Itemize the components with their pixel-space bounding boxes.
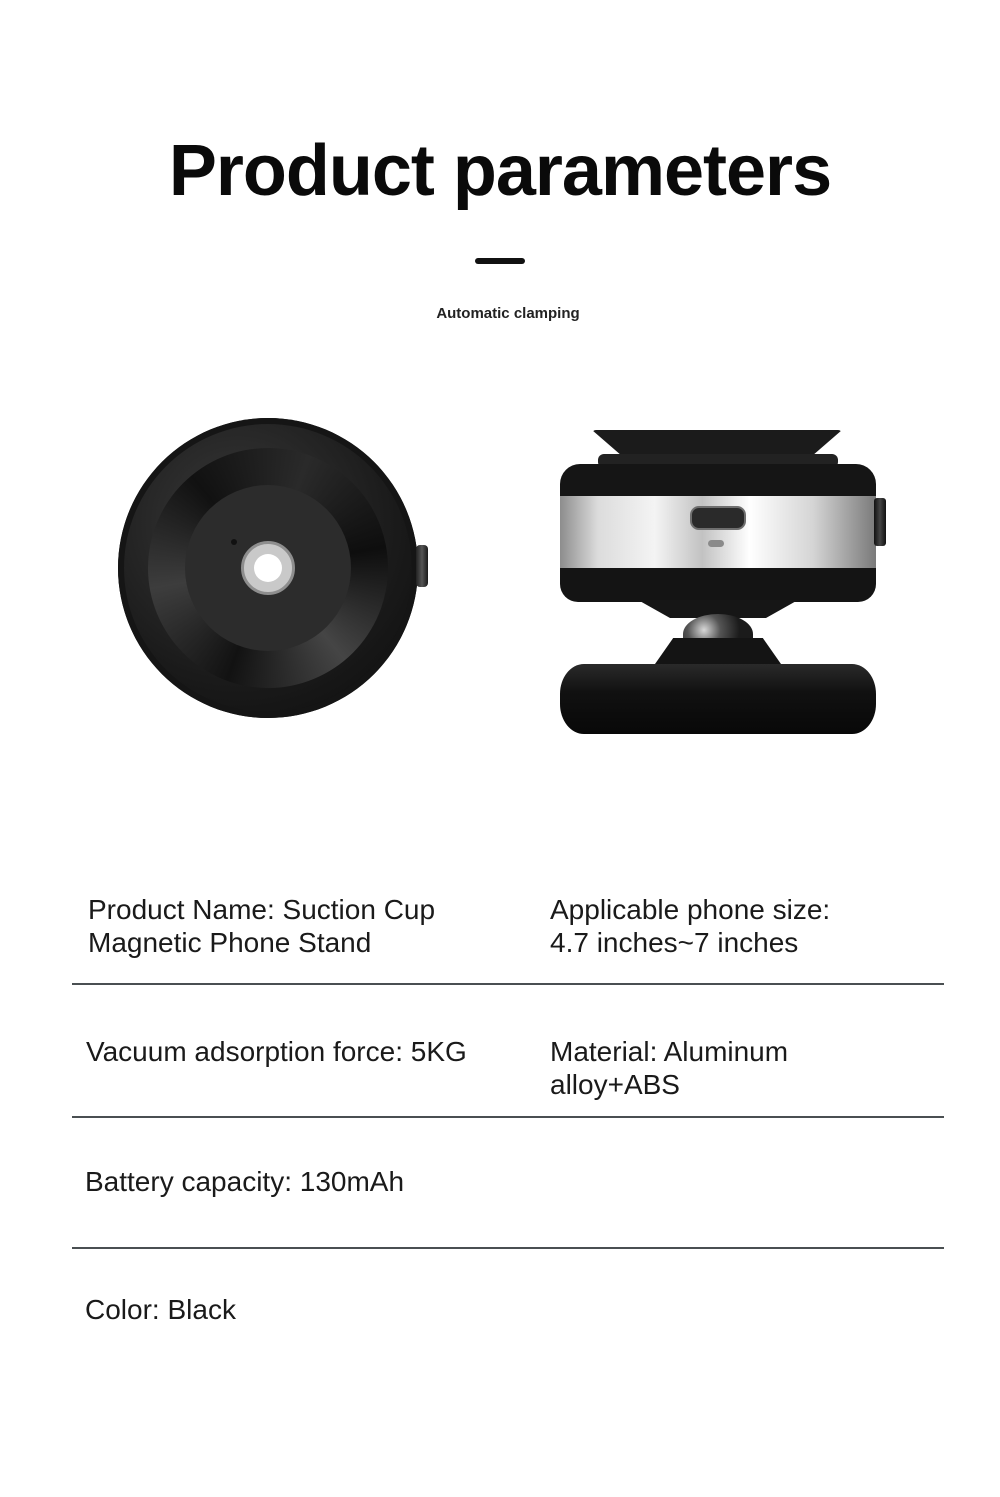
spec-phone-size-line1: Applicable phone size: [550,894,831,925]
spec-material [550,1035,788,1101]
led-indicator [708,540,724,547]
indicator-dot [231,539,237,545]
title-underline [475,258,525,264]
spec-product-name-line2: Magnetic Phone Stand [88,927,372,958]
spec-vacuum-force: Vacuum adsorption force: 5KG [86,1036,467,1067]
divider [72,983,944,985]
subtitle: Automatic clamping [436,305,580,322]
product-image-bottom-view [118,418,438,718]
spec-material-line2: alloy+ABS [550,1069,680,1100]
body-bottom [560,568,876,602]
usb-c-port-icon [690,506,746,530]
spec-material-line1: Material: Aluminum [550,1036,789,1067]
body-top [560,464,876,500]
side-button [416,545,428,587]
spec-color: Color: Black [85,1294,236,1325]
center-hole [241,541,295,595]
magnet-cap [592,430,842,456]
side-button [874,498,886,546]
spec-phone-size [550,893,830,959]
divider [72,1116,944,1118]
spec-phone-size-line2: 4.7 inches~7 inches [550,927,799,958]
spec-product-name [88,893,435,959]
product-image-side-view [558,428,888,738]
spec-product-name-line1: Product Name: Suction Cup [88,894,436,925]
divider [72,1247,944,1249]
suction-base [560,664,876,734]
spec-battery: Battery capacity: 130mAh [85,1166,405,1197]
page-title: Product parameters [168,131,832,211]
